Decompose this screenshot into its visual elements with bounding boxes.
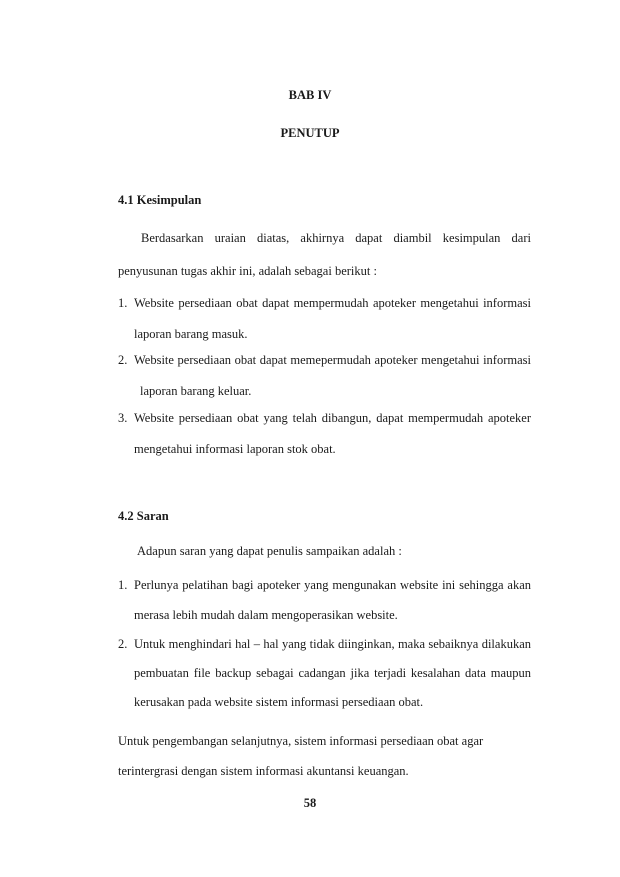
list-item-line: Perlunya pelatihan bagi apoteker yang mengunakan website ini sehingga akan (134, 578, 531, 592)
section-heading-saran: 4.2 Saran (118, 509, 169, 523)
list-item-line: Website persediaan obat dapat memepermudah apoteker mengetahui informasi (134, 353, 531, 367)
page-number: 58 (303, 796, 317, 810)
list-item-line: Untuk menghindari hal – hal yang tidak diinginkan, maka sebaiknya dilakukan (134, 637, 531, 651)
list-item-line: pembuatan file backup sebagai cadangan jika terjadi kesalahan data maupun (134, 666, 531, 680)
paragraph-line: terintergrasi dengan sistem informasi akuntansi keuangan. (118, 764, 409, 778)
list-number: 2. (118, 353, 128, 367)
section-heading-kesimpulan: 4.1 Kesimpulan (118, 193, 202, 207)
list-number: 3. (118, 411, 128, 425)
paragraph-line: Berdasarkan uraian diatas, akhirnya dapat diambil kesimpulan dari (141, 231, 531, 245)
paragraph-line: Adapun saran yang dapat penulis sampaikan adalah : (137, 544, 402, 558)
list-item-line: kerusakan pada website sistem informasi persediaan obat. (134, 695, 424, 709)
list-item-line: laporan barang masuk. (134, 327, 248, 341)
chapter-title: PENUTUP (280, 126, 340, 140)
list-item-line: merasa lebih mudah dalam mengoperasikan website. (134, 608, 398, 622)
paragraph-line: Untuk pengembangan selanjutnya, sistem informasi persediaan obat agar (118, 734, 484, 748)
list-item-line: Website persediaan obat dapat mempermudah apoteker mengetahui informasi (134, 296, 531, 310)
paragraph-line: penyusunan tugas akhir ini, adalah sebagai berikut : (118, 264, 377, 278)
list-number: 2. (118, 637, 128, 651)
list-item-line: mengetahui informasi laporan stok obat. (134, 442, 336, 456)
list-item-line: Website persediaan obat yang telah dibangun, dapat mempermudah apoteker (134, 411, 531, 425)
chapter-label: BAB IV (288, 88, 332, 102)
list-number: 1. (118, 578, 128, 592)
list-item-line: laporan barang keluar. (140, 384, 252, 398)
list-number: 1. (118, 296, 128, 310)
